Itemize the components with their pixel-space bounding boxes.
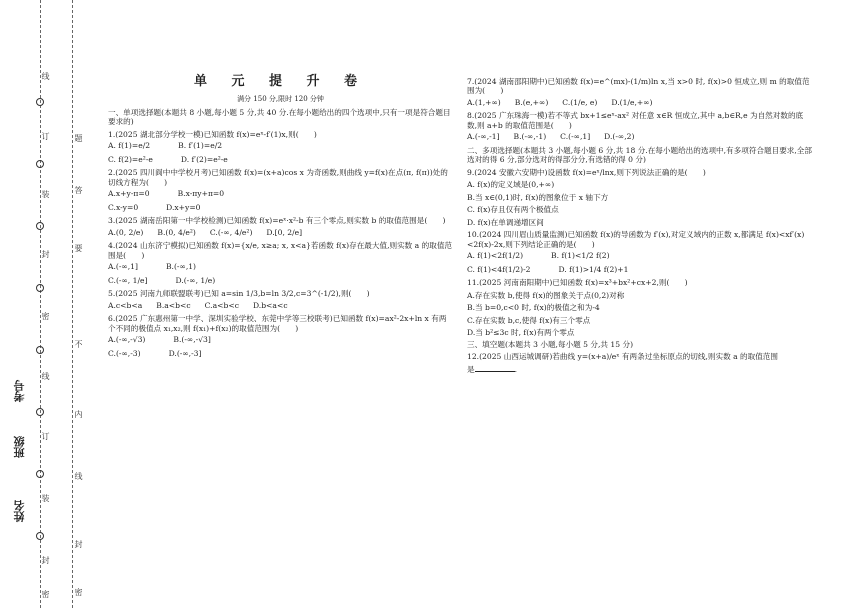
question-11-option-d: D.当 b²≤3c 时, f(x)有两个零点	[467, 328, 575, 338]
option-d: D.(1/e,+∞)	[611, 97, 653, 107]
question-2-options	[108, 189, 453, 198]
option-a: A.(-∞,-1]	[467, 132, 500, 142]
question-10-options-2	[467, 265, 812, 274]
section-3-heading: 三、填空题(本题共 3 小题,每小题 5 分,共 15 分)	[467, 339, 634, 349]
question-11: 11.(2025 河南南阳期中)已知函数 f(x)=x³+bx²+cx+2,则( )	[467, 278, 688, 288]
option-c: C.(-∞,-3)	[108, 348, 141, 358]
binding-hole	[36, 98, 44, 106]
option-c: C.(-∞,1]	[560, 132, 591, 142]
section-1-heading: 一、单项选择题(本题共 8 小题,每小题 5 分,共 40 分.在每小题给出的四个选项中,只有一项是符合题目要求的)	[108, 108, 451, 127]
option-b: B.(-∞,1)	[165, 262, 197, 272]
exam-number-label: 考号	[13, 380, 26, 402]
question-6-options-2	[108, 349, 453, 358]
section-2-heading: 二、多项选择题(本题共 3 小题,每小题 6 分,共 18 分.在每小题给出的选项中,有多项符合题目要求,全部选对的得 6 分,部分选对的得部分分,有选错的得 0 分)	[467, 145, 812, 165]
binding-hole	[36, 532, 44, 540]
option-b: B.(e,+∞)	[514, 97, 549, 107]
option-b: B.(-∞,-√3]	[173, 335, 211, 345]
no-answer-label: 线	[74, 472, 83, 480]
option-c: C.x-y=0	[108, 202, 139, 212]
question-6-options	[108, 335, 453, 344]
question-4-options	[108, 262, 453, 271]
question-3-options	[108, 228, 453, 237]
cut-label: 密	[41, 312, 50, 320]
question-2: 2.(2025 四川阆中中学校月考)已知函数 f(x)=(x+a)cos x 为奇函数,则曲线 y=f(x)在点(π, f(π))处的切线方程为( )	[108, 168, 448, 187]
question-4: 4.(2024 山东济宁模拟)已知函数 f(x)={x/e, x≥a; x, x<a}若函数 f(x)存在最大值,则实数 a 的取值范围是( )	[108, 241, 452, 260]
class-label: 班级	[13, 436, 26, 458]
question-11-option-b: B.当 b=0,c<0 时, f(x)的极值之和为-4	[467, 303, 600, 313]
question-8: 8.(2025 广东珠海一模)若不等式 bx+1≤eˣ-ax² 对任意 x∈R 恒成立,其中 a,b∈R,e 为自然对数的底数,则 a+b 的取值范围是( )	[467, 111, 804, 130]
option-c: C. f(1)<4f(1/2)-2	[467, 264, 531, 274]
option-c: C.(-∞, 1/e]	[108, 275, 148, 285]
question-5: 5.(2025 河南九师联盟联考)已知 a=sin 1/3,b=ln 3/2,c=3^(-1/2),则( )	[108, 289, 370, 299]
question-3: 3.(2025 湖南岳阳第一中学校检测)已知函数 f(x)=eˣ·x²-b 有三个零点,则实数 b 的取值范围是( )	[108, 216, 446, 226]
cut-line-inner	[72, 0, 73, 608]
question-9-option-a: A. f(x)的定义域是(0,+∞)	[467, 180, 555, 190]
question-10-options	[467, 251, 812, 260]
option-a: A.(-∞,1]	[108, 262, 138, 272]
binding-hole	[36, 470, 44, 478]
question-1-options-2	[108, 155, 453, 164]
question-7: 7.(2024 湖南邵阳期中)已知函数 f(x)=e^(mx)-(1/m)ln x,当 x>0 时, f(x)>0 恒成立,则 m 的取值范围为( )	[467, 77, 810, 96]
option-a: A. f(1)<2f(1/2)	[467, 251, 524, 261]
option-d: D. f(1)>1/4 f(2)+1	[558, 264, 629, 274]
question-12-tail	[467, 365, 812, 374]
cut-label: 密	[41, 590, 50, 598]
option-a: A.(0, 2/e)	[108, 227, 144, 237]
binding-hole	[36, 222, 44, 230]
option-d: D.b<a<c	[252, 300, 288, 310]
no-answer-label: 内	[74, 410, 83, 418]
question-9-option-c: C. f(x)存且仅有两个极值点	[467, 205, 559, 215]
right-column	[467, 74, 812, 376]
option-a: A.x+y-π=0	[108, 189, 150, 199]
binding-hole	[36, 284, 44, 292]
no-answer-label: 封	[74, 540, 83, 548]
question-12: 12.(2025 山西运城调研)若曲线 y=(x+a)/eˣ 有两条过坐标原点的切线,则实数 a 的取值范围	[467, 352, 778, 362]
cut-label: 封	[41, 250, 50, 258]
cut-label: 订	[41, 132, 50, 140]
option-b: B. f′(1)=e/2	[178, 141, 223, 151]
question-4-options-2	[108, 276, 453, 285]
question-1-options	[108, 141, 453, 150]
no-answer-label: 密	[74, 588, 83, 596]
question-9: 9.(2024 安徽六安期中)设函数 f(x)=eˣ/lnx,则下列说法正确的是( )	[467, 167, 706, 177]
no-answer-label: 答	[74, 186, 83, 194]
cut-line	[40, 0, 41, 608]
page-subtitle: 满分 150 分,限时 120 分钟	[237, 95, 324, 104]
binding-hole	[36, 160, 44, 168]
option-c: C.(-∞, 4/e²)	[209, 227, 253, 237]
option-d: D. f′(2)=e²-e	[180, 154, 228, 164]
option-b: B.(-∞,-1)	[513, 132, 547, 142]
question-5-options	[108, 301, 453, 310]
option-a: A.(-∞,-√3)	[108, 335, 146, 345]
question-7-options	[467, 98, 812, 107]
question-10: 10.(2024 四川眉山质量监测)已知函数 f(x)的导函数为 f′(x),对定义域内的正数 x,都满足 f(x)<xf′(x)<2f(x)-2x,则下列结论正确的是( )	[467, 230, 805, 249]
left-column	[108, 74, 453, 362]
question-1: 1.(2025 湖北部分学校一模)已知函数 f(x)=eˣ-f′(1)x,则( )	[108, 129, 317, 139]
option-c: C.a<b<c	[204, 300, 239, 310]
answer-blank[interactable]	[475, 371, 515, 372]
name-label: 姓名	[13, 500, 26, 522]
cut-label: 线	[41, 372, 50, 380]
question-6: 6.(2025 广东惠州第一中学、深圳实验学校、东莞中学等三校联考)已知函数 f(x)=ax²-2x+ln x 有两个不同的极值点 x₁,x₂,则 f(x₁)+f(x₂)的取值范围为( )	[108, 314, 447, 333]
option-b: B. f(1)<1/2 f(2)	[551, 251, 610, 261]
binding-margin	[0, 0, 100, 608]
cut-label: 线	[41, 72, 50, 80]
binding-hole	[36, 346, 44, 354]
question-8-options	[467, 132, 812, 141]
binding-hole	[36, 408, 44, 416]
option-d: D.x+y=0	[166, 202, 201, 212]
question-12-tail-end: .	[514, 364, 518, 374]
option-b: B.a<b<c	[156, 300, 191, 310]
no-answer-label: 要	[74, 244, 83, 252]
cut-label: 封	[41, 556, 50, 564]
question-11-option-c: C.存在实数 b,c,使得 f(x)有三个零点	[467, 315, 591, 325]
page-title: 单 元 提 升 卷	[193, 74, 368, 89]
question-2-options-2	[108, 203, 453, 212]
question-12-tail-text: 是	[467, 364, 475, 374]
option-a: A. f(1)=e/2	[108, 141, 151, 151]
cut-label: 订	[41, 432, 50, 440]
question-9-option-b: B.当 x∈(0,1)时, f(x)的图象位于 x 轴下方	[467, 192, 609, 202]
option-d: D.(-∞,-3]	[168, 348, 202, 358]
cut-label: 装	[41, 190, 50, 198]
option-a: A.c<b<a	[108, 300, 143, 310]
no-answer-label: 不	[74, 340, 83, 348]
no-answer-label: 题	[74, 134, 83, 142]
cut-label: 装	[41, 494, 50, 502]
option-b: B.x-πy+π=0	[177, 189, 225, 199]
option-d: D.[0, 2/e]	[266, 227, 303, 237]
option-a: A.(1,+∞)	[467, 97, 501, 107]
option-d: D.(-∞, 1/e)	[175, 275, 216, 285]
question-9-option-d: D. f(x)在单调递增区间	[467, 217, 544, 227]
option-c: C. f(2)=e²-e	[108, 154, 153, 164]
option-c: C.(1/e, e)	[562, 97, 598, 107]
question-11-option-a: A.存在实数 b,使得 f(x)的图象关于点(0,2)对称	[467, 290, 625, 300]
option-b: B.(0, 4/e²)	[157, 227, 196, 237]
option-d: D.(-∞,2)	[604, 132, 635, 142]
